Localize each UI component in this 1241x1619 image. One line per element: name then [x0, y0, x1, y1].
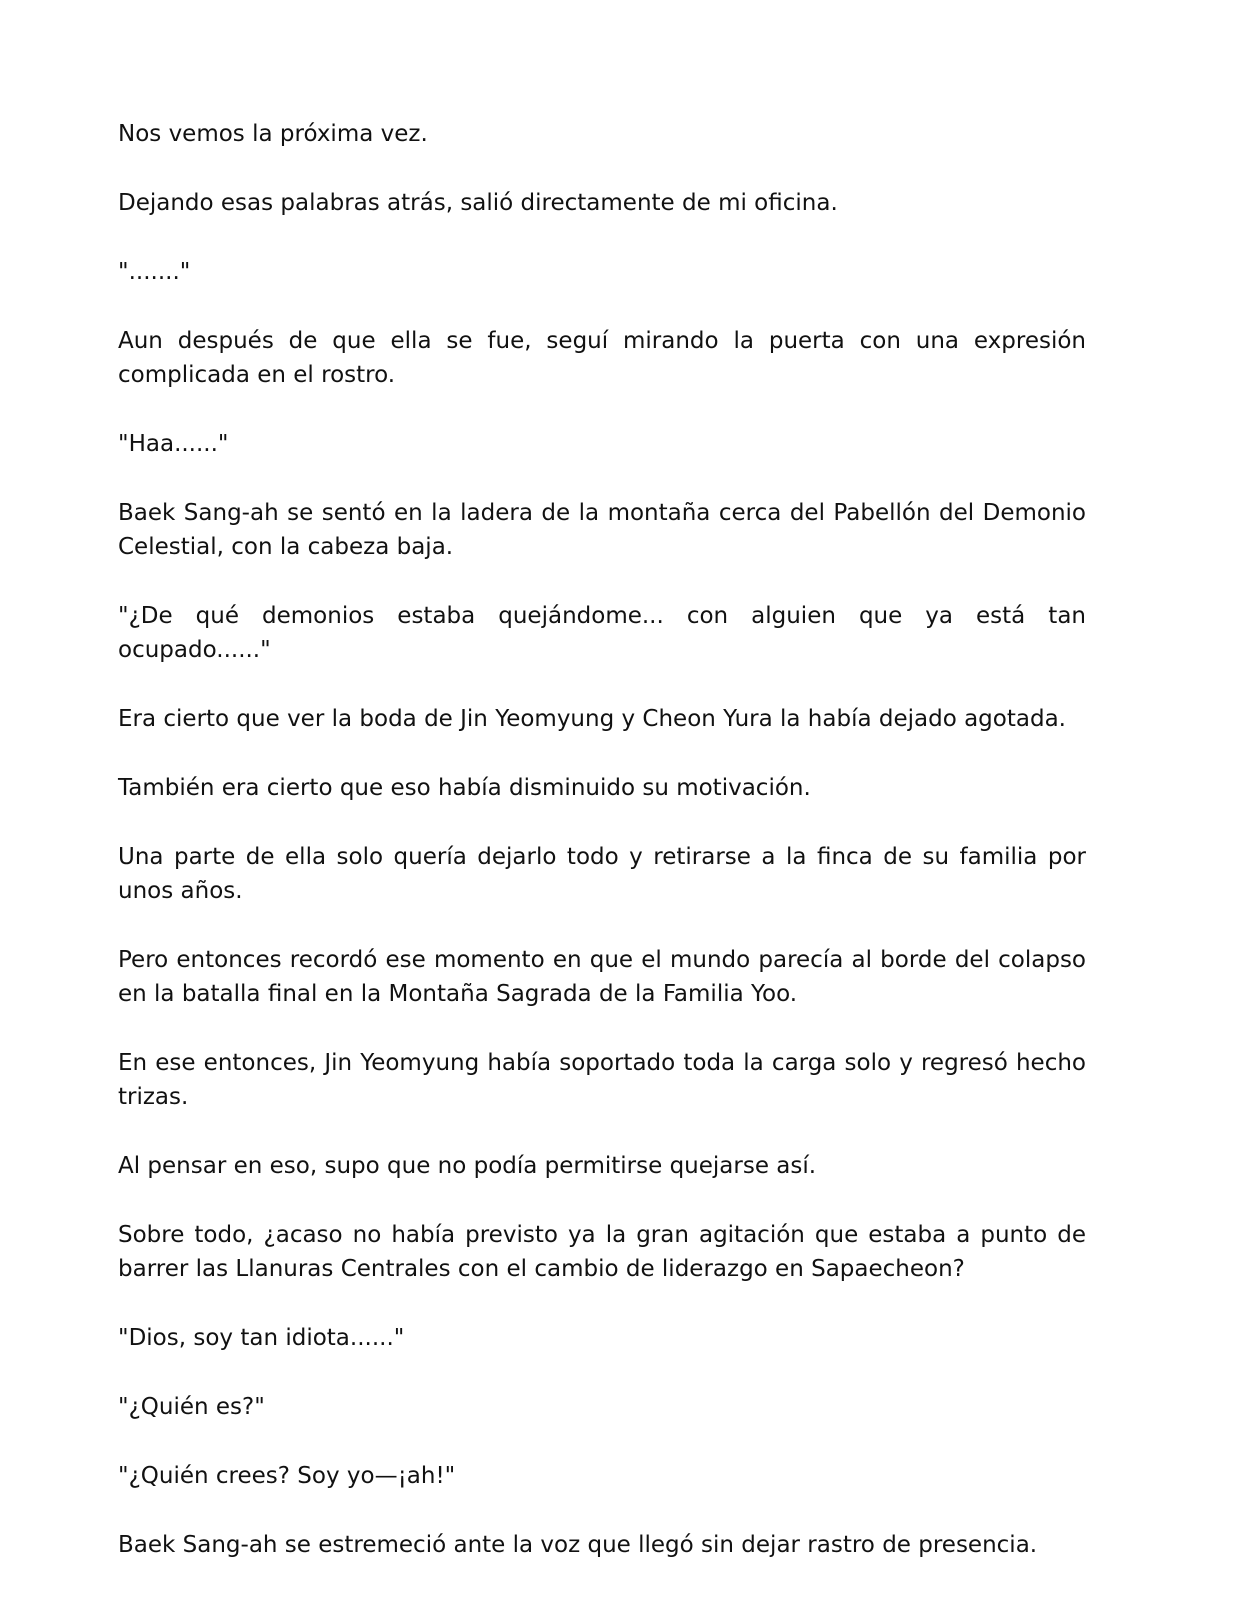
paragraph: "¿De qué demonios estaba quejándome... con alguien que ya está tan ocupado......" — [118, 603, 1086, 663]
document-body — [118, 117, 1086, 1562]
paragraph: Dejando esas palabras atrás, salió directamente de mi oficina. — [118, 190, 838, 216]
paragraph: Pero entonces recordó ese momento en que el mundo parecía al borde del colapso en la batalla final en la Montaña Sagrada de la Familia Yoo. — [118, 947, 1086, 1007]
paragraph: Nos vemos la próxima vez. — [118, 121, 428, 147]
paragraph: "¿Quién es?" — [118, 1394, 265, 1420]
paragraph: Sobre todo, ¿acaso no había previsto ya la gran agitación que estaba a punto de barrer las Llanuras Centrales con el cambio de liderazgo en Sapaecheon? — [118, 1222, 1086, 1282]
paragraph: Al pensar en eso, supo que no podía permitirse quejarse así. — [118, 1153, 817, 1179]
paragraph: Aun después de que ella se fue, seguí mirando la puerta con una expresión complicada en el rostro. — [118, 328, 1086, 388]
paragraph: "¿Quién crees? Soy yo—¡ah!" — [118, 1463, 456, 1489]
paragraph: "Haa......" — [118, 431, 229, 457]
paragraph: Una parte de ella solo quería dejarlo todo y retirarse a la finca de su familia por unos años. — [118, 844, 1086, 904]
paragraph: En ese entonces, Jin Yeomyung había soportado toda la carga solo y regresó hecho trizas. — [118, 1050, 1086, 1110]
paragraph: Era cierto que ver la boda de Jin Yeomyung y Cheon Yura la había dejado agotada. — [118, 706, 1066, 732]
paragraph: Baek Sang-ah se estremeció ante la voz que llegó sin dejar rastro de presencia. — [118, 1532, 1038, 1558]
paragraph: "Dios, soy tan idiota......" — [118, 1325, 405, 1351]
paragraph: También era cierto que eso había disminuido su motivación. — [118, 775, 811, 801]
paragraph: "......." — [118, 259, 191, 285]
paragraph: Baek Sang-ah se sentó en la ladera de la montaña cerca del Pabellón del Demonio Celestial, con la cabeza baja. — [118, 500, 1086, 560]
